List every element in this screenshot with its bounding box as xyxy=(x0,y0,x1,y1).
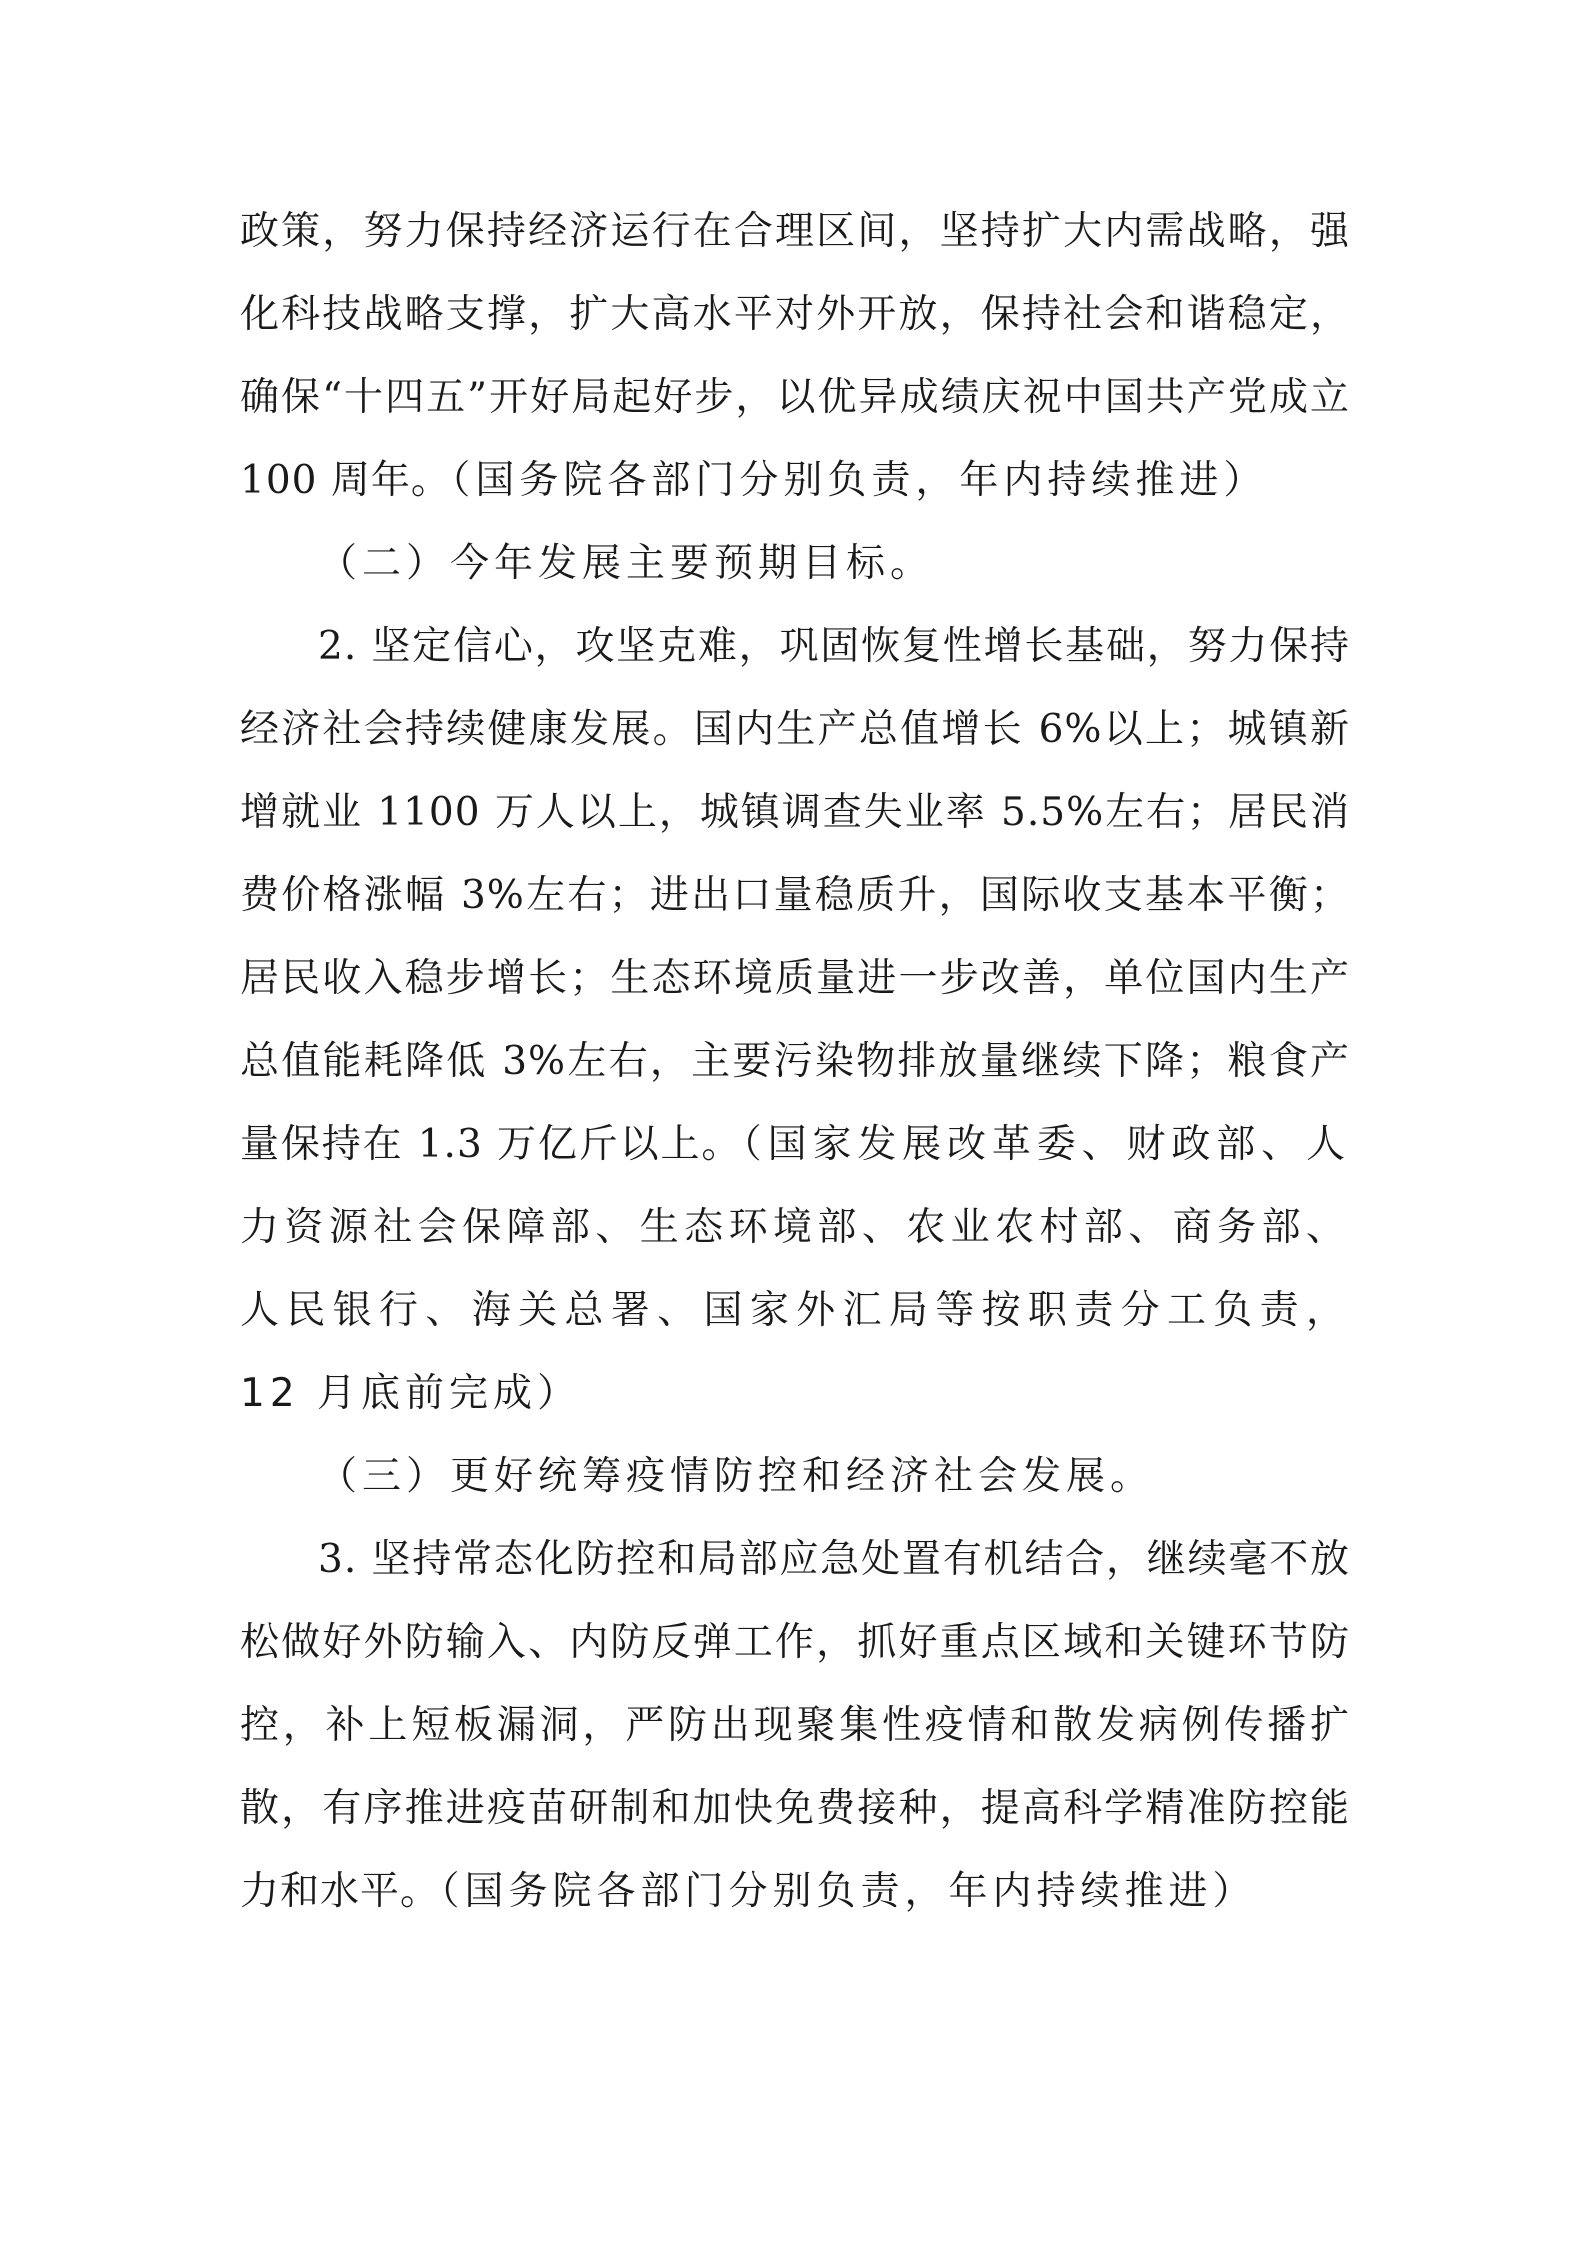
responsibility-note: （国务院各部门分别负责，年内持续推进） xyxy=(440,1869,1257,1914)
paragraph-policy-continuation xyxy=(240,190,1350,522)
section-heading-targets: （二）今年发展主要预期目标。 xyxy=(318,541,935,586)
responsibility-note: （国家发展改革委、财政部、人力资源社会保障部、生态环境部、农业农村部、商务部、人民银行、海关总署、国家外汇局等按职责分工负责，12 月底前完成） xyxy=(240,1122,1350,1416)
responsibility-note: （国务院各部门分别负责，年内持续推进） xyxy=(450,458,1268,503)
paragraph-epidemic xyxy=(240,1518,1350,1933)
paragraph-targets xyxy=(240,605,1350,1435)
paragraph-text: 2. 坚定信心，攻坚克难，巩固恢复性增长基础，努力保持经济社会持续健康发展。国内生产总值增长 6%以上；城镇新增就业 1100 万人以上，城镇调查失业率 5.5%左右；居民消费价格涨幅 3%左右；进出口量稳质升，国际收支基本平衡；居民收入稳步增长；生态环境质量进一步改善，单位国内生产总值能耗降低 3%左右，主要污染物排放量继续下降；粮食产量保持在 1.3 万亿斤以上。 xyxy=(240,624,1350,1167)
section-heading-epidemic: （三）更好统筹疫情防控和经济社会发展。 xyxy=(318,1454,1155,1499)
document-page xyxy=(240,190,1350,1933)
paragraph-text: 3. 坚持常态化防控和局部应急处置有机结合，继续毫不放松做好外防输入、内防反弹工作，抓好重点区域和关键环节防控，补上短板漏洞，严防出现聚集性疫情和散发病例传播扩散，有序推进疫苗研制和加快免费接种，提高科学精准防控能力和水平。 xyxy=(240,1537,1350,1914)
paragraph-text: 政策，努力保持经济运行在合理区间，坚持扩大内需战略，强化科技战略支撑，扩大高水平对外开放，保持社会和谐稳定，确保“十四五”开好局起好步，以优异成绩庆祝中国共产党成立 100 周年。 xyxy=(240,209,1350,503)
